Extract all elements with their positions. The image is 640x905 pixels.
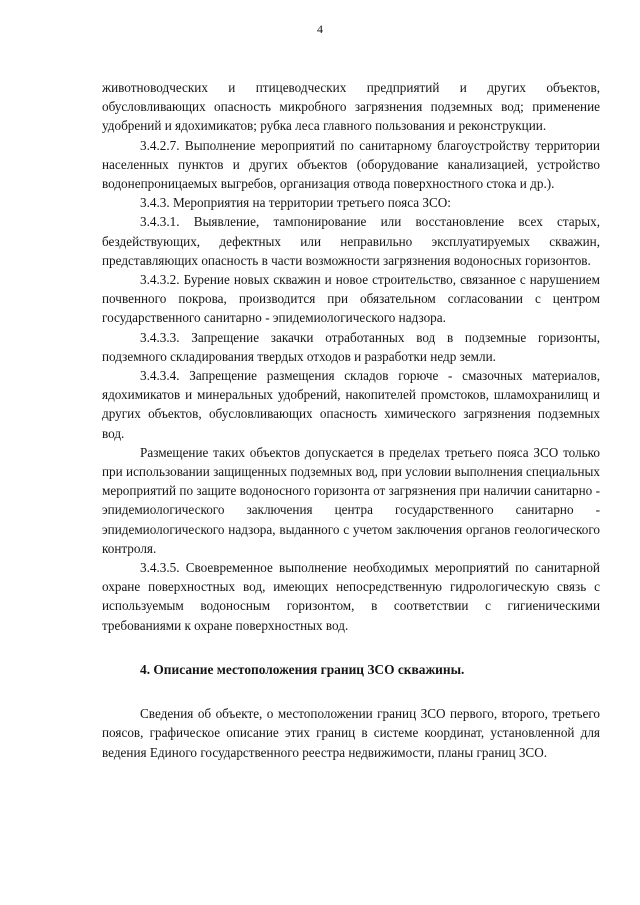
paragraph-3-4-3-2: 3.4.3.2. Бурение новых скважин и новое строительство, связанное с нарушением почвенного покрова, производится при обязательном согласовании с центром государственного санитарно - эпидемиологического надзора. [102, 272, 600, 326]
paragraph-placement-conditions: Размещение таких объектов допускается в пределах третьего пояса ЗСО только при использовании защищенных подземных вод, при условии выполнения специальных мероприятий по защите водоносного горизонта от загрязнения при наличии санитарно - эпидемиологического заключения центра государственного санитарно - эпидемиологического надзора, выданного с учетом заключения органов геологического контроля. [102, 444, 601, 556]
document-body [102, 78, 600, 762]
page-number: 4 [317, 22, 323, 36]
paragraph-3-4-3: 3.4.3. Мероприятия на территории третьего пояса ЗСО: [140, 195, 451, 211]
paragraph-object-info: Сведения об объекте, о местоположении границ ЗСО первого, второго, третьего поясов, графическое описание этих границ в системе координат, установленной для ведения Единого государственного реестра недвижимости, планы границ ЗСО. [102, 706, 600, 760]
section-heading: 4. Описание местоположения границ ЗСО скважины. [140, 661, 465, 677]
paragraph-3-4-3-3: 3.4.3.3. Запрещение закачки отработанных вод в подземные горизонты, подземного складирования твердых отходов и разработки недр земли. [102, 329, 600, 364]
paragraph-continuation: животноводческих и птицеводческих предприятий и других объектов, обусловливающих опасность микробного загрязнения подземных вод; применение удобрений и ядохимикатов; рубка леса главного пользования и реконструкции. [102, 80, 600, 134]
paragraph-3-4-3-4: 3.4.3.4. Запрещение размещения складов горюче - смазочных материалов, ядохимикатов и минеральных удобрений, накопителей промстоков, шламохранилищ и других объектов, обусловливающих опасность химического загрязнения подземных вод. [102, 368, 600, 441]
paragraph-3-4-2-7: 3.4.2.7. Выполнение мероприятий по санитарному благоустройству территории населенных пунктов и других объектов (оборудование канализацией, устройство водонепроницаемых выгребов, организация отвода поверхностного стока и др.). [102, 137, 600, 192]
paragraph-3-4-3-1: 3.4.3.1. Выявление, тампонирование или восстановление всех старых, бездействующих, дефектных или неправильно эксплуатируемых скважин, представляющих опасность в части возможности загрязнения водоносных горизонтов. [102, 214, 600, 268]
paragraph-3-4-3-5: 3.4.3.5. Своевременное выполнение необходимых мероприятий по санитарной охране поверхностных вод, имеющих непосредственную гидрологическую связь с используемым водоносным горизонтом, в соответствии с гигиеническими требованиями к охране поверхностных вод. [102, 560, 600, 633]
